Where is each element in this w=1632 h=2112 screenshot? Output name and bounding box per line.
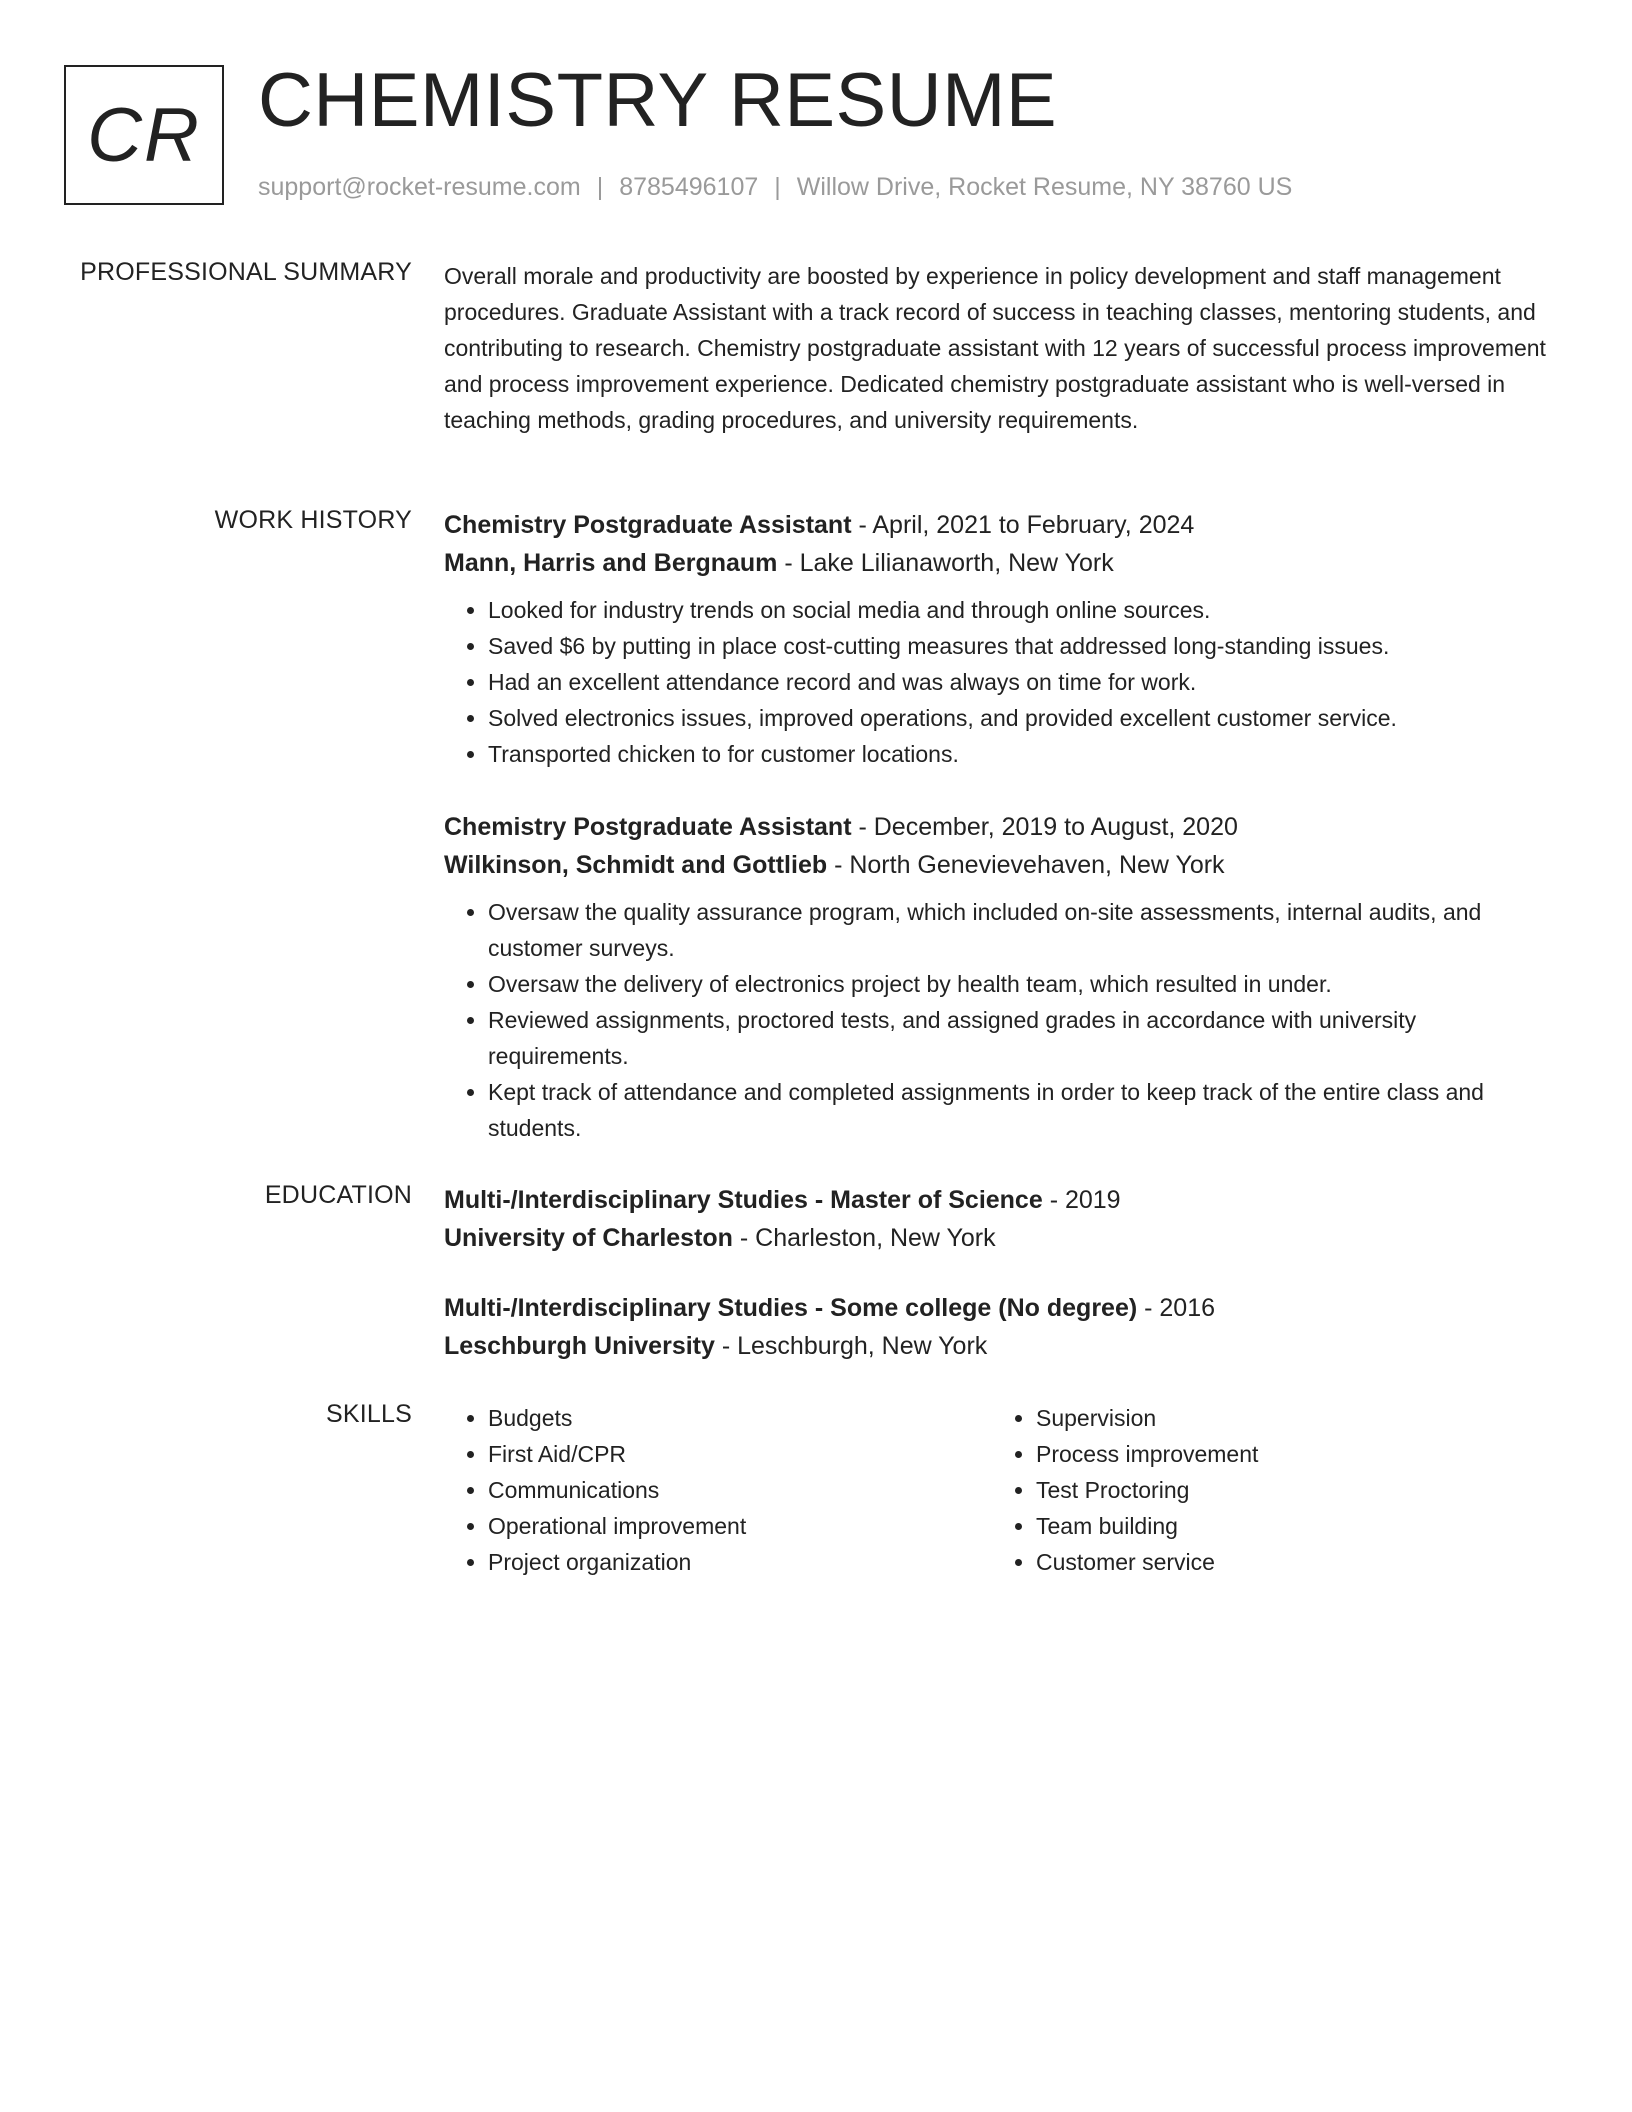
skill-item: • First Aid/CPR (488, 1436, 992, 1472)
job-company: Mann, Harris and Bergnaum (444, 549, 778, 577)
job-location: - North Genevievehaven, New York (827, 851, 1225, 879)
section-label-education: EDUCATION (264, 1181, 412, 1209)
education-year: - 2016 (1137, 1294, 1216, 1322)
education-degree: Multi-/Interdisciplinary Studies - Some college (No degree) (444, 1294, 1138, 1322)
job-title: Chemistry Postgraduate Assistant (444, 813, 852, 841)
skill-item: • Test Proctoring (1036, 1472, 1540, 1508)
job-title-line (444, 506, 1552, 544)
contact-line (258, 173, 1292, 202)
job-company-line (444, 846, 1552, 884)
skill-item: • Team building (1036, 1508, 1540, 1544)
job-entry (444, 506, 1552, 772)
contact-email: support@rocket-resume.com (258, 173, 581, 201)
job-bullet: • Reviewed assignments, proctored tests, and assigned grades in accordance with university requirements. (488, 1002, 1552, 1074)
section-label-work-history: WORK HISTORY (214, 506, 412, 534)
skills-list (444, 1400, 992, 1580)
job-entry (444, 808, 1552, 1146)
education-location: - Leschburgh, New York (714, 1332, 988, 1360)
job-bullet: • Looked for industry trends on social media and through online sources. (488, 592, 1552, 628)
section-label-summary: PROFESSIONAL SUMMARY (80, 258, 412, 286)
education-year: - 2019 (1042, 1186, 1121, 1214)
resume-header (64, 58, 1564, 210)
resume-title: CHEMISTRY RESUME (258, 58, 1058, 143)
education-degree: Multi-/Interdisciplinary Studies - Master of Science (444, 1186, 1043, 1214)
summary-text: Overall morale and productivity are boosted by experience in policy development and staff management procedures. Graduate Assistant with a track record of success in teaching classes, mentoring students, and contributing to research. Chemistry postgraduate assistant with 12 years of successful process improvement and process improvement experience. Dedicated chemistry postgraduate assistant who is well-versed in teaching methods, grading procedures, and university requirements. (444, 263, 1546, 433)
job-bullet: • Oversaw the delivery of electronics project by health team, which resulted in under. (488, 966, 1552, 1002)
skill-item: • Customer service (1036, 1544, 1540, 1580)
job-bullet: • Had an excellent attendance record and was always on time for work. (488, 664, 1552, 700)
skills-columns (444, 1400, 1552, 1580)
education-school: Leschburgh University (444, 1332, 715, 1360)
skill-item: • Operational improvement (488, 1508, 992, 1544)
education-school-line (444, 1327, 1552, 1365)
contact-address: Willow Drive, Rocket Resume, NY 38760 US (796, 173, 1293, 201)
education-degree-line (444, 1181, 1552, 1219)
job-bullet: • Saved $6 by putting in place cost-cutting measures that addressed long-standing issues. (488, 628, 1552, 664)
contact-separator: | (596, 173, 604, 201)
job-dates: - April, 2021 to February, 2024 (851, 511, 1195, 539)
job-company-line (444, 544, 1552, 582)
skill-item: • Project organization (488, 1544, 992, 1580)
education-degree-line (444, 1289, 1552, 1327)
education-school-line (444, 1219, 1552, 1257)
job-bullets (444, 592, 1552, 772)
skills-column-right (992, 1400, 1540, 1580)
contact-phone: 8785496107 (619, 173, 759, 201)
education-entry (444, 1289, 1552, 1365)
job-bullet: • Oversaw the quality assurance program, which included on-site assessments, internal audits, and customer surveys. (488, 894, 1552, 966)
education-location: - Charleston, New York (732, 1224, 996, 1252)
skill-item: • Budgets (488, 1400, 992, 1436)
job-bullet: • Solved electronics issues, improved operations, and provided excellent customer service. (488, 700, 1552, 736)
skill-item: • Supervision (1036, 1400, 1540, 1436)
education-entry (444, 1181, 1552, 1257)
job-bullet: • Kept track of attendance and completed assignments in order to keep track of the entire class and students. (488, 1074, 1552, 1146)
education-school: University of Charleston (444, 1224, 733, 1252)
skills-column-left (444, 1400, 992, 1580)
job-company: Wilkinson, Schmidt and Gottlieb (444, 851, 828, 879)
skill-item: • Communications (488, 1472, 992, 1508)
job-bullets (444, 894, 1552, 1146)
job-bullet: • Transported chicken to for customer locations. (488, 736, 1552, 772)
section-label-skills: SKILLS (326, 1400, 412, 1428)
skill-item: • Process improvement (1036, 1436, 1540, 1472)
contact-separator: | (774, 173, 781, 201)
job-title: Chemistry Postgraduate Assistant (444, 511, 852, 539)
job-dates: - December, 2019 to August, 2020 (851, 813, 1238, 841)
job-location: - Lake Lilianaworth, New York (777, 549, 1114, 577)
skills-list (992, 1400, 1540, 1580)
monogram-badge: CR (64, 65, 224, 205)
job-title-line (444, 808, 1552, 846)
